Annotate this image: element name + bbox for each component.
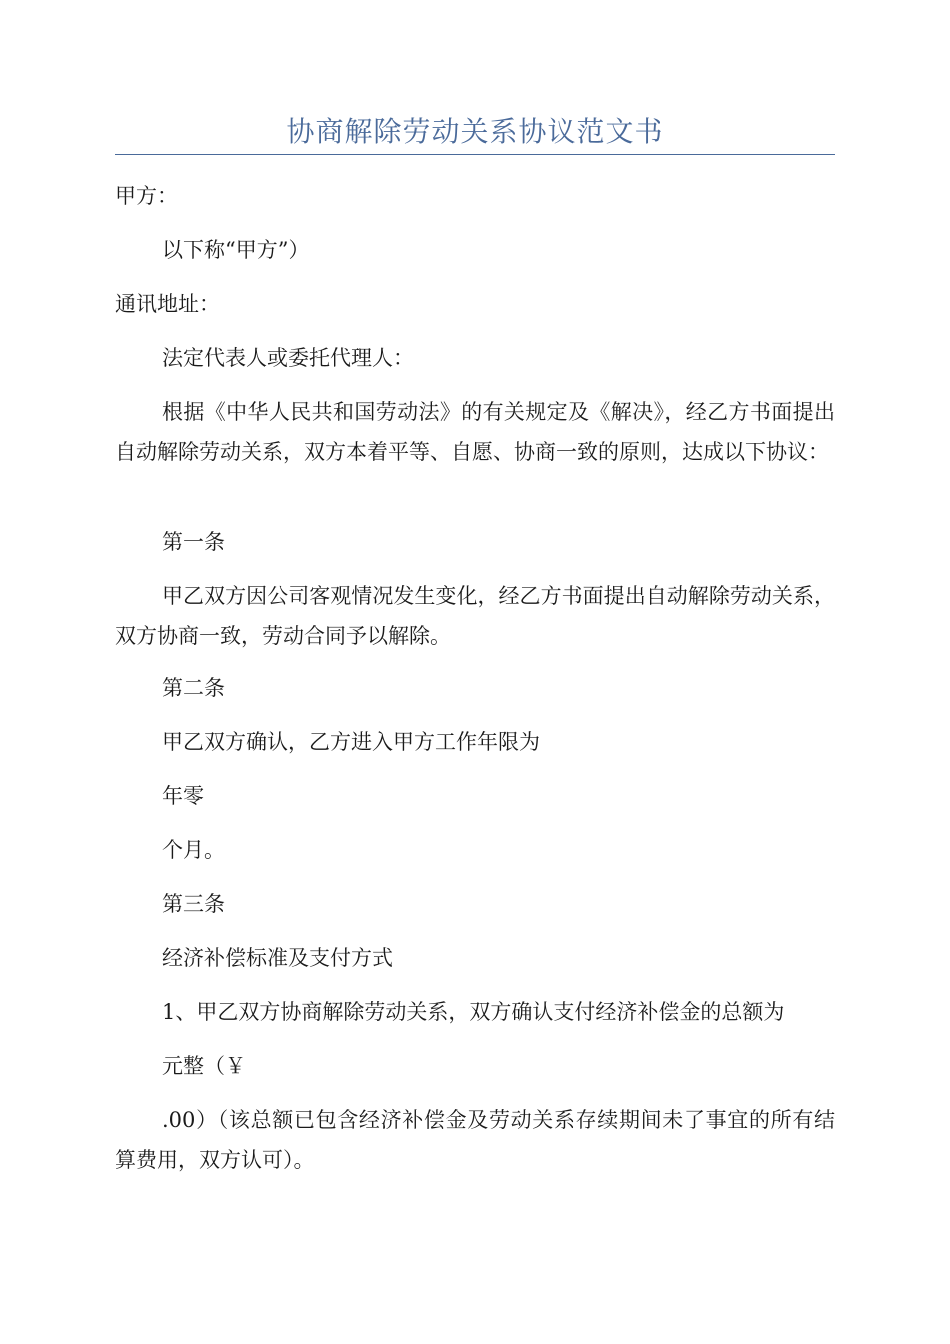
article-3-amount: 元整（￥ [162, 1054, 246, 1078]
article-2-body: 甲乙双方确认，乙方进入甲方工作年限为 [162, 730, 540, 754]
article-3-amount-note: .00）（该总额已包含经济补偿金及劳动关系存续期间未了事宜的所有结算费用，双方认可）。 [115, 1108, 835, 1172]
article-1-heading: 第一条 [162, 530, 225, 554]
party-a-alias: 以下称“甲方”） [162, 238, 310, 262]
article-2-months: 个月。 [162, 838, 225, 862]
article-2-years: 年零 [162, 784, 204, 808]
address-label: 通讯地址： [115, 292, 220, 316]
article-2-heading: 第二条 [162, 676, 225, 700]
article-3-subtitle: 经济补偿标准及支付方式 [162, 946, 393, 970]
article-1-body: 甲乙双方因公司客观情况发生变化，经乙方书面提出自动解除劳动关系，双方协商一致，劳动合同予以解除。 [115, 584, 835, 648]
party-a-label: 甲方： [115, 184, 178, 208]
title-underline [115, 154, 835, 155]
representative-label: 法定代表人或委托代理人： [162, 346, 414, 370]
article-3-clause-1: 1、甲乙双方协商解除劳动关系，双方确认支付经济补偿金的总额为 [162, 1000, 785, 1024]
article-3-heading: 第三条 [162, 892, 225, 916]
document-title: 协商解除劳动关系协议范文书 [286, 115, 664, 148]
preamble-paragraph: 根据《中华人民共和国劳动法》的有关规定及《解决》，经乙方书面提出自动解除劳动关系，双方本着平等、自愿、协商一致的原则，达成以下协议： [115, 400, 835, 464]
